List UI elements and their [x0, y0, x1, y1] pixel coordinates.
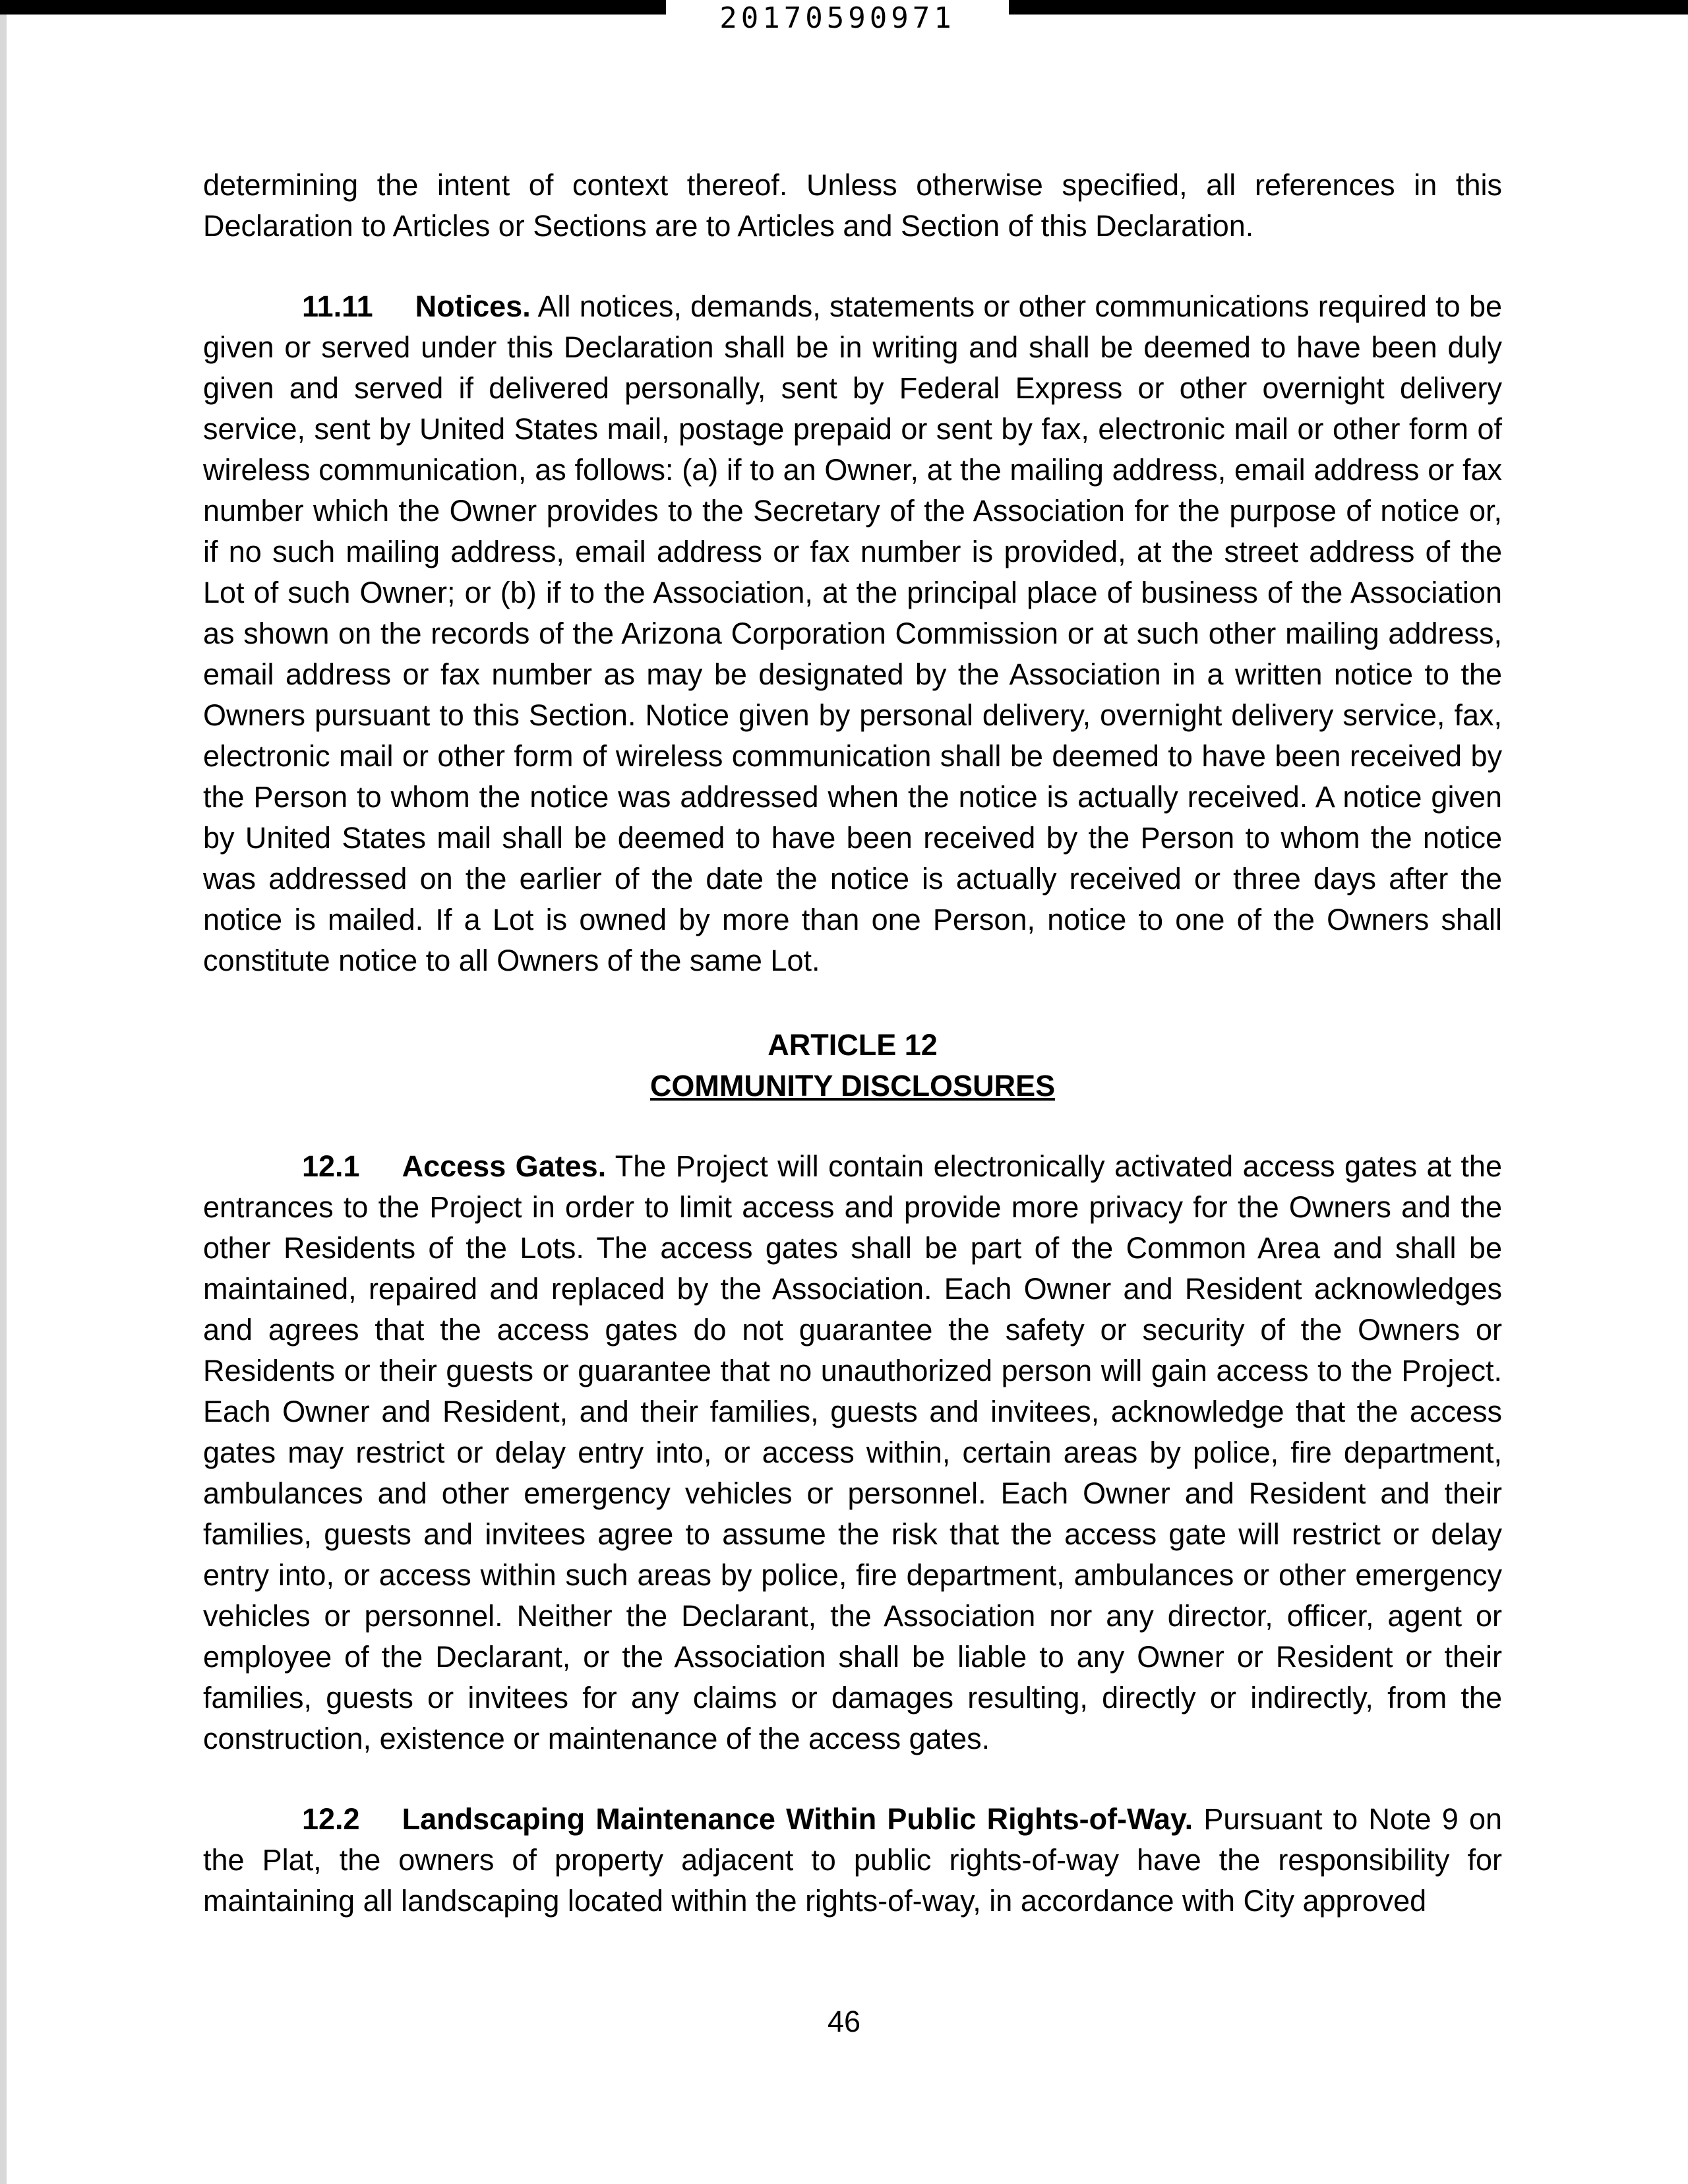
article-title: ARTICLE 12 — [768, 1028, 938, 1062]
section-11-11 — [203, 286, 1502, 981]
article-heading — [203, 1025, 1502, 1107]
section-number: 12.1 — [302, 1149, 360, 1183]
document-body — [203, 165, 1502, 1922]
section-heading: Access Gates. — [402, 1149, 607, 1183]
scan-edge — [0, 0, 7, 2184]
section-heading: Notices. — [415, 289, 531, 323]
page-number: 46 — [827, 2005, 861, 2038]
article-subtitle: COMMUNITY DISCLOSURES — [649, 1069, 1056, 1103]
section-heading: Landscaping Maintenance Within Public Rights-of-Way. — [402, 1802, 1193, 1836]
header-bar-left — [0, 0, 666, 15]
recording-number: 20170590971 — [719, 1, 955, 35]
section-12-2 — [203, 1799, 1502, 1922]
section-text: All notices, demands, statements or other communications required to be given or served under this Declaration shall be in writing and shall be deemed to have been duly given and served if delivered personally, sent by Federal Express or other overnight delivery service, sent by United States mail, postage prepaid or sent by fax, electronic mail or other form of wireless communication, as follows: (a) if to an Owner, at the mailing address, email address or fax number which the Owner provides to the Secretary of the Association for the purpose of notice or, if no such mailing address, email address or fax number is provided, at the street address of the Lot of such Owner; or (b) if to the Association, at the principal place of business of the Association as shown on the records of the Arizona Corporation Commission or at such other mailing address, email address or fax number as may be designated by the Association in a written notice to the Owners pursuant to this Section. Notice given by personal delivery, overnight delivery service, fax, electronic mail or other form of wireless communication shall be deemed to have been received by the Person to whom the notice was addressed when the notice is actually received. A notice given by United States mail shall be deemed to have been received by the Person to whom the notice was addressed on the earlier of the date the notice is actually received or three days after the notice is mailed. If a Lot is owned by more than one Person, notice to one of the Owners shall constitute notice to all Owners of the same Lot. — [203, 289, 1502, 977]
section-number: 11.11 — [302, 289, 373, 323]
continuation-paragraph: determining the intent of context thereof. Unless otherwise specified, all references in this Declaration to Articles or Sections are to Articles and Section of this Declaration. — [203, 168, 1502, 243]
section-12-1 — [203, 1146, 1502, 1759]
header-bar-right — [1009, 0, 1688, 15]
section-text: Pursuant to Note 9 on the Plat, the owners of property adjacent to public rights-of-way have the responsibility for maintaining all landscaping located within the rights-of-way, in accordance with City approved — [203, 1802, 1502, 1918]
section-text: The Project will contain electronically activated access gates at the entrances to the Project in order to limit access and provide more privacy for the Owners and the other Residents of the Lots. The access gates shall be part of the Common Area and shall be maintained, repaired and replaced by the Association. Each Owner and Resident acknowledges and agrees that the access gates do not guarantee the safety or security of the Owners or Residents or their guests or guarantee that no unauthorized person will gain access to the Project. Each Owner and Resident, and their families, guests and invitees, acknowledge that the access gates may restrict or delay entry into, or access within, certain areas by police, fire department, ambulances and other emergency vehicles or personnel. Each Owner and Resident and their families, guests and invitees agree to assume the risk that the access gate will restrict or delay entry into, or access within such areas by police, fire department, ambulances or other emergency vehicles or personnel. Neither the Declarant, the Association nor any director, officer, agent or employee of the Declarant, or the Association shall be liable to any Owner or Resident or their families, guests or invitees for any claims or damages resulting, directly or indirectly, from the construction, existence or maintenance of the access gates. — [203, 1149, 1502, 1755]
section-number: 12.2 — [302, 1802, 360, 1836]
